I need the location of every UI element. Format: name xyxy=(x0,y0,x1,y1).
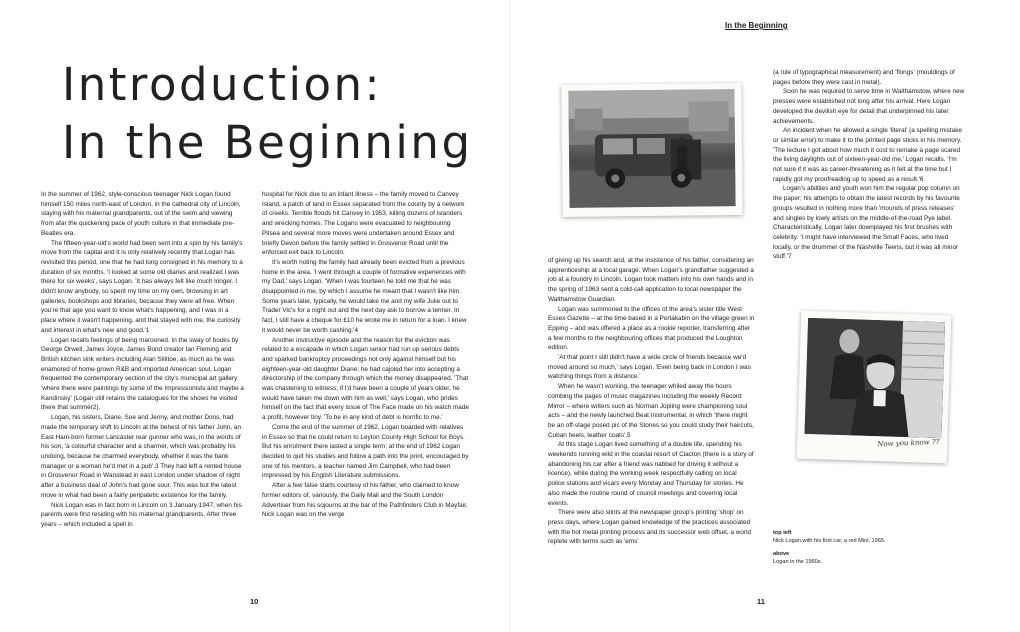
paragraph: Soon he was required to serve time in Walthamstow, where new presses were established not long after his arrival. Here Logan developed the devilish eye for detail that underpinned his later achievements. xyxy=(773,88,965,125)
photo-portrait xyxy=(797,311,952,464)
photo-car xyxy=(561,83,742,217)
paragraph: After a few false starts courtesy of his father, who claimed to know former editors of, variously, the Daily Mail and the South London Advertiser from his sojourns at the bar of the Pathfinders Club in Mayfair, Nick Logan was on the verge xyxy=(262,482,468,519)
paragraph: When he wasn't working, the teenager whiled away the hours combing the pages of music magazines including the weekly Record Mirror – where writers such as Norman Jopling were championing soul acts – and the newly launched Beat Instrumental, in which 'there might be an off-stage posed pic of the Stones so you could study their haircuts, Cuban heels, leather coats'.5 xyxy=(548,383,754,439)
paragraph: Another instructive episode and the reason for the eviction was related to a escapade in which Logan senior had run up serious debts and sparked bankruptcy proceedings not only against himself but his eighteen-year-old daughter Diane; he had cajoled her into accepting a directorship of the company through which the money disappeared. 'That was chastening to witness; if I'd have been a couple of years older, he would have taken me down with him as well,' says Logan, who prides himself on the fact that every issue of The Face made on his watch made a profit, however tiny. 'To be in any kind of debt is horrific to me.' xyxy=(262,336,469,422)
right-column-2 xyxy=(773,68,966,290)
page-number-left: 10 xyxy=(250,597,259,606)
chapter-title-line-1: Introduction: xyxy=(62,58,383,111)
paragraph: Logan, his sisters, Diane, Sue and Jenny, and mother Dons, had made the temporary shift to Lincoln at the behest of his father John, an East Ham-born former Lancaster rear gunner who was, in the words of his son, 'a colourful character and a charmer, which was probably his undoing, because he charmed everybody, whether it was the bank manager or a woman he'd met in a pub'.3 They had left a rented house in Grosvenor Road in Wanstead in east London under shadow of night after a business deal of John's had gone sour. This was but the latest move in what had been a fairly peripatetic existence for the family. xyxy=(41,414,242,499)
portrait-illustration xyxy=(804,318,945,438)
left-column-2 xyxy=(262,190,469,574)
paragraph: The fifteen-year-old's world had been sent into a spin by his family's move from the capital and it is only relatively recently that Logan has revisited this period, one that he had long consigned in his memory to a duration of six months. 'I looked at some old diaries and realized I was there for six weeks', says Logan. 'It has always felt like much longer. I didn't know anybody, so spent my time on my own, browsing in art galleries, bookshops and libraries, because they were all free. When you're that age you want to know what's happening, and I was in a place where it wasn't happening, and that stayed with me, the curiosity and interest in what's new and good.'1 xyxy=(41,239,243,334)
paragraph: There were also stints at the newspaper group's printing 'shop' on press days, where Logan gained knowledge of the practices associated with the hot metal printing process and its successor web offset, a world replete with terms such as 'ems' xyxy=(548,509,752,546)
paragraph: 'At that point I still didn't have a wide circle of friends because we'd moved around so much,' says Logan. 'Even being back in London I was watching things from a distance.' xyxy=(548,354,751,381)
caption-text-top-left: Nick Logan with his first car, a red Mini, 1965. xyxy=(773,538,886,544)
paragraph: Nick Logan was in fact born in Lincoln on 3 January 1947, when his parents were first residing with his maternal grandparents. After three years – which included a spell in xyxy=(41,501,242,528)
paragraph: Logan's abilities and youth won him the regular pop column on the paper; his attempts to obtain the latest records by his favourite groups resulted in nothing more than 'mounds of press releases' and singles by lowly artists on the middle-of-the-road Pye label. Characteristically, Logan later downplayed his first brushes with celebrity: 'I might have interviewed the Small Faces, who lived locally, or the drummer of the Nashville Teens, but it was all minor stuff.'7 xyxy=(773,185,960,261)
paragraph: At this stage Logan lived something of a double life, spending his weekends running wild in the coastal resort of Clacton (there is a story of abandoning his car after a friend was nabbed for driving it without a licence), while during the working week respectfully calling on local police stations and vicars every Monday and Thursday for stories. He also made the routine round of council meetings and covering local events. xyxy=(548,441,754,507)
paragraph: An incident when he allowed a single 'literal' (a spelling mistake or similar error) to make it to the printed page sticks in his memory. 'The lecture I got about how much it cost to remake a page scared the living daylights out of sixteen-year-old me,' Logan recalls. 'I'm not sure if it was as career-threatening as it felt at the time but I rapidly got my proofreading up to speed as a result.'6 xyxy=(773,127,962,183)
caption-label-above: above xyxy=(773,551,790,557)
paragraph: In the summer of 1962, style-conscious teenager Nick Logan found himself 150 miles north-east of London, in the cathedral city of Lincoln, staying with his maternal grandparents, out of the swim and viewing from afar the quickening pace of youth culture in that immediate pre-Beatles era. xyxy=(41,191,241,237)
caption-label-top-left: top left xyxy=(773,530,792,536)
chapter-title xyxy=(62,56,473,172)
paragraph: Logan recalls feelings of being marooned. In the sway of books by George Orwell, James Joyce, James Bond creator Ian Fleming and British kitchen sink writers including Alan Sillitoe, as much as he was enamored of home-grown R&B and imported American soul, Logan frequented the contemporary section of the city's municipal art gallery 'where there were paintings by some of the Impressionists and maybe a Kandinsky' (Logan still retains the catalogues for the shows he visited there that summer2). xyxy=(41,336,244,412)
car-photo-image xyxy=(568,89,735,208)
right-page xyxy=(510,0,1020,632)
handwritten-caption: Now you know ?? xyxy=(877,437,940,449)
paragraph: Logan was summoned to the offices of the area's sister title West Essex Gazette – at the time based in a Portakabin on the village green in Epping – and was offered a place as a rookie reporter, transferring after a few months to the neighbouring offices that produced the Loughton edition. xyxy=(548,305,755,352)
paragraph: hospital for Nick due to an infant illness – the family moved to Canvey Island, a patch of land in Essex separated from the county by a network of creeks. Terrible floods hit Canvey in 1953, killing dozens of islanders and wrecking homes. The Logans were evacuated to neighbouring Pitsea and several more moves were undertaken around Essex and briefly Devon before the family settled in Grosvenor Road until the enforced exit back to Lincoln. xyxy=(262,191,465,257)
left-column-1 xyxy=(41,190,244,574)
portrait-photo-image xyxy=(804,318,945,438)
running-head: In the Beginning xyxy=(725,21,788,30)
photo-captions xyxy=(773,529,973,571)
page-number-right: 11 xyxy=(757,597,765,606)
paragraph: (a rule of typographical measurement) and 'flongs' (mouldings of pages before they were cast in metal). xyxy=(773,69,955,86)
paragraph: It's worth noting the family had already been evicted from a previous home in the area. 'I went through a couple of formative experiences with my Dad,' says Logan. 'When I was fourteen he told me that he was disappointed in me, by which I assume he meant that I wasn't like him. Some years later, typically, he would take me and my wife Julie out to Trader Vic's for a night out and the next day ask to borrow a tenner. In fact, I still have a cheque for £10 he wrote me in return for a loan. I knew it would never be worth cashing.'4 xyxy=(262,258,467,334)
car-illustration xyxy=(568,89,735,208)
right-column-1 xyxy=(548,256,755,590)
chapter-title-line-2: In the Beginning xyxy=(62,116,473,169)
paragraph: of giving up his search and, at the insistence of his father, considering an apprenticeship at a local garage. When Logan's grandfather suggested a job at a foundry in Lincoln, Logan took matters into his own hands and in the spring of 1963 sent a cold-call application to local newspaper the Walthamstow Guardian. xyxy=(548,257,754,303)
paragraph: Come the end of the summer of 1962, Logan boarded with relatives in Essex so that he could return to Leyton County High School for Boys. But his enrolment there lasted a single term; at the end of 1962 Logan decided to quit his studies and follow a path into the print, encouraged by one of his mentors, a teacher named Jim Campbell, who had been impressed by his English Literature submissions. xyxy=(262,423,469,480)
caption-text-above: Logan in the 1960s. xyxy=(773,559,823,565)
